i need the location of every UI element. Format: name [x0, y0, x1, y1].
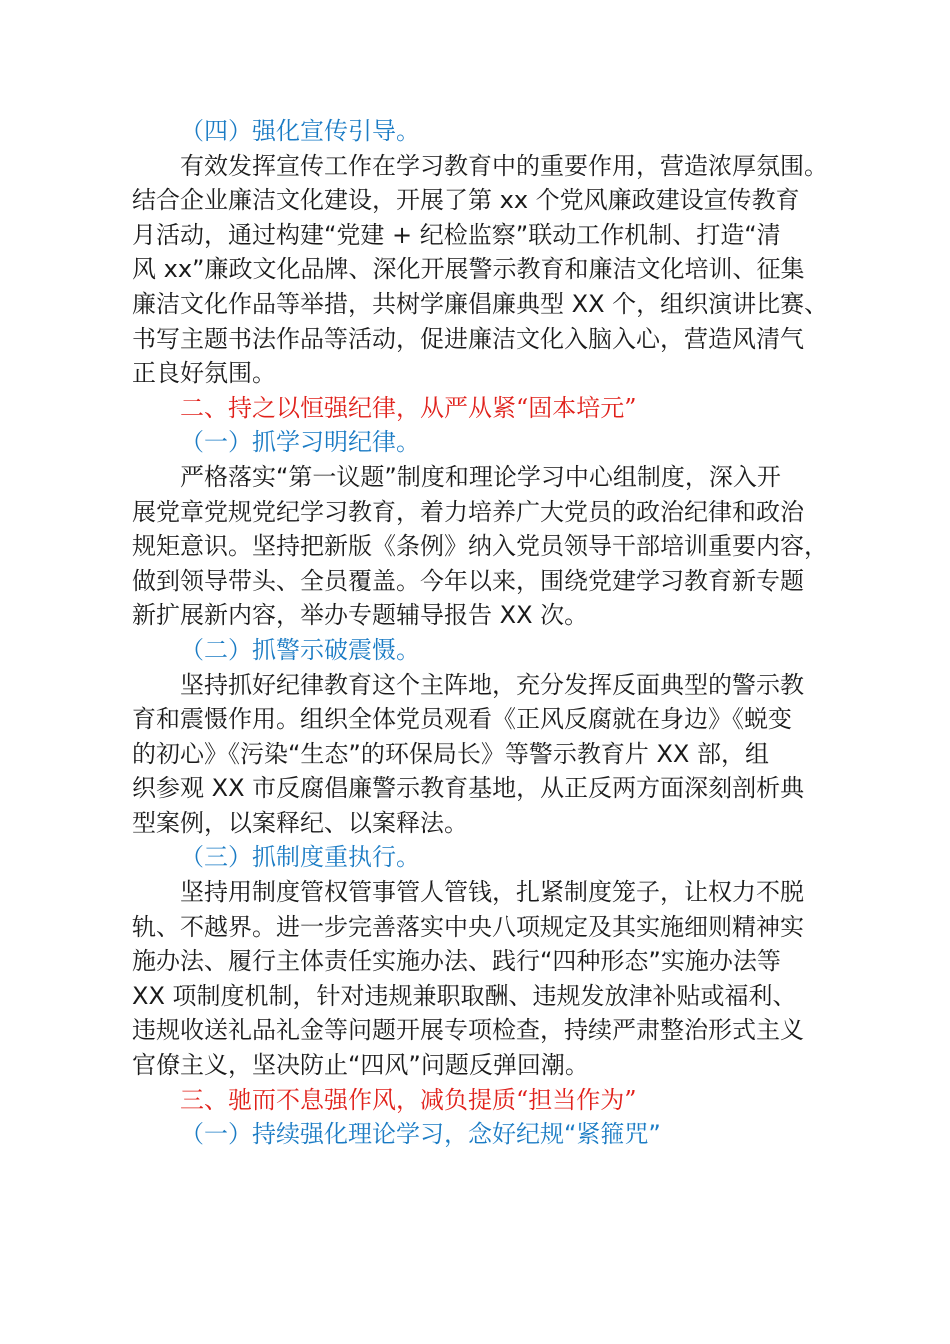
paragraph-line: 廉洁文化作品等举措，共树学廉倡廉典型 XX 个，组织演讲比赛、	[132, 289, 829, 318]
section-heading-2-discipline: 二、持之以恒强纪律，从严从紧“固本培元”	[180, 393, 637, 422]
paragraph-line: 育和震慑作用。组织全体党员观看《正风反腐就在身边》《蜕变	[132, 705, 792, 734]
paragraph-line: 织参观 XX 市反腐倡廉警示教育基地，从正反两方面深刻剖析典	[132, 774, 805, 803]
paragraph-line: 做到领导带头、全员覆盖。今年以来，围绕党建学习教育新专题	[132, 566, 804, 595]
paragraph-line: 坚持抓好纪律教育这个主阵地，充分发挥反面典型的警示教	[180, 670, 804, 699]
paragraph-line: 展党章党规党纪学习教育，着力培养广大党员的政治纪律和政治	[132, 497, 804, 526]
section-heading-3-work-style: 三、驰而不息强作风，减负提质“担当作为”	[180, 1085, 637, 1114]
paragraph-line: 正良好氛围。	[132, 359, 276, 388]
paragraph-line: 风 xx”廉政文化品牌、深化开展警示教育和廉洁文化培训、征集	[132, 255, 805, 284]
paragraph-line: 规矩意识。坚持把新版《条例》纳入党员领导干部培训重要内容，	[132, 532, 828, 561]
subsection-heading-4-publicity: （四）强化宣传引导。	[180, 117, 420, 145]
paragraph-line: 月活动，通过构建“党建 + 纪检监察”联动工作机制、打造“清	[132, 220, 781, 249]
subsection-heading-3-system: （三）抓制度重执行。	[180, 843, 420, 872]
paragraph-line: 施办法、履行主体责任实施办法、践行“四种形态”实施办法等	[132, 947, 781, 976]
paragraph-line: 型案例，以案释纪、以案释法。	[132, 808, 468, 837]
paragraph-line: 官僚主义，坚决防止“四风”问题反弹回潮。	[132, 1051, 589, 1080]
paragraph-line: 的初心》《污染“生态”的环保局长》等警示教育片 XX 部，组	[132, 739, 770, 768]
subsection-heading-2-warning: （二）抓警示破震慑。	[180, 635, 420, 664]
paragraph-line: 有效发挥宣传工作在学习教育中的重要作用，营造浓厚氛围。	[180, 151, 828, 180]
paragraph-line: 坚持用制度管权管事管人管钱，扎紧制度笼子，让权力不脱	[180, 878, 804, 907]
paragraph-line: 违规收送礼品礼金等问题开展专项检查，持续严肃整治形式主义	[132, 1016, 804, 1045]
document-page	[132, 114, 848, 1152]
subsection-heading-1-learning: （一）抓学习明纪律。	[180, 428, 420, 457]
paragraph-line: 书写主题书法作品等活动，促进廉洁文化入脑入心，营造风清气	[132, 324, 804, 353]
paragraph-line: 轨、不越界。进一步完善落实中央八项规定及其实施细则精神实	[132, 912, 804, 941]
paragraph-line: 结合企业廉洁文化建设，开展了第 xx 个党风廉政建设宣传教育	[132, 186, 800, 215]
paragraph-line: XX 项制度机制，针对违规兼职取酬、违规发放津补贴或福利、	[132, 981, 797, 1010]
subsection-heading-1-theory: （一）持续强化理论学习，念好纪规“紧箍咒”	[180, 1120, 661, 1149]
paragraph-line: 严格落实“第一议题”制度和理论学习中心组制度，深入开	[180, 462, 781, 491]
paragraph-line: 新扩展新内容，举办专题辅导报告 XX 次。	[132, 601, 589, 630]
